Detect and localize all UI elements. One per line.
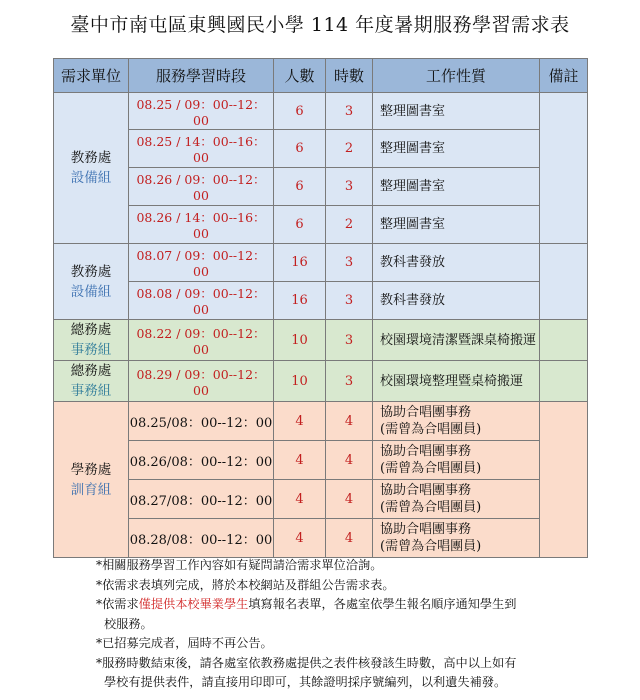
remarks-cell [540, 361, 588, 402]
header-time: 服務學習時段 [129, 59, 274, 93]
task-cell [373, 519, 540, 558]
task-cell [373, 402, 540, 441]
time-cell: 08.07 / 09：00--12：00 [129, 244, 274, 282]
unit-cell [54, 361, 129, 402]
task-cell: 整理圖書室 [373, 93, 540, 130]
people-cell: 6 [274, 168, 326, 206]
hours-cell: 3 [326, 168, 373, 206]
people-cell: 16 [274, 244, 326, 282]
unit-name: 總務處 [70, 363, 112, 379]
table-header-row [54, 59, 588, 93]
table-row [54, 282, 588, 320]
people-cell: 4 [274, 441, 326, 480]
note-4: *已招募完成者，屆時不再公告。 [96, 636, 273, 650]
hours-cell: 4 [326, 441, 373, 480]
hours-cell: 3 [326, 361, 373, 402]
time-cell: 08.25 / 14：00--16：00 [129, 130, 274, 168]
table-row [54, 206, 588, 244]
remarks-cell [540, 320, 588, 361]
note-1: *相關服務學習工作內容如有疑問請洽需求單位洽詢。 [96, 558, 383, 572]
task-note: (需曾為合唱團員) [380, 422, 482, 437]
task-cell: 校園環境整理暨桌椅搬運 [373, 361, 540, 402]
note-3-suffix: 填寫報名表單，各處室依學生報名順序通知學生到 [248, 597, 517, 611]
people-cell: 6 [274, 130, 326, 168]
note-3 [96, 595, 616, 615]
unit-cell [54, 93, 129, 244]
hours-cell: 3 [326, 244, 373, 282]
people-cell: 4 [274, 519, 326, 558]
time-cell: 08.22 / 09：00--12：00 [129, 320, 274, 361]
hours-cell: 4 [326, 480, 373, 519]
table-row [54, 480, 588, 519]
task-cell [373, 441, 540, 480]
header-remarks: 備註 [540, 59, 588, 93]
unit-subgroup: 事務組 [70, 383, 112, 399]
unit-subgroup: 設備組 [70, 170, 112, 186]
hours-cell: 4 [326, 519, 373, 558]
unit-cell [54, 244, 129, 320]
time-cell: 08.29 / 09：00--12：00 [129, 361, 274, 402]
task-cell: 整理圖書室 [373, 168, 540, 206]
hours-cell: 2 [326, 130, 373, 168]
task-cell: 教科書發放 [373, 282, 540, 320]
hours-cell: 3 [326, 93, 373, 130]
time-cell: 08.26 / 09：00--12：00 [129, 168, 274, 206]
time-cell: 08.28/08：00--12：00 [129, 519, 274, 558]
task-note: (需曾為合唱團員) [380, 461, 482, 476]
people-cell: 6 [274, 206, 326, 244]
note-3-continued: 校服務。 [104, 616, 153, 631]
task-line: 協助合唱團事務 [380, 483, 472, 498]
header-unit: 需求單位 [54, 59, 129, 93]
notes-section [96, 556, 616, 693]
time-cell: 08.25/08：00--12：00 [129, 402, 274, 441]
people-cell: 16 [274, 282, 326, 320]
table-row [54, 130, 588, 168]
table-row [54, 441, 588, 480]
task-cell: 整理圖書室 [373, 130, 540, 168]
table-row [54, 244, 588, 282]
people-cell: 4 [274, 480, 326, 519]
note-2: *依需求表填列完成，將於本校網站及群組公告需求表。 [96, 577, 395, 592]
unit-name: 學務處 [70, 461, 112, 478]
time-cell: 08.26 / 14：00--16：00 [129, 206, 274, 244]
people-cell: 4 [274, 402, 326, 441]
table-row [54, 402, 588, 441]
table-row [54, 168, 588, 206]
note-3-prefix: *依需求 [96, 597, 139, 611]
people-cell: 10 [274, 361, 326, 402]
header-task: 工作性質 [373, 59, 540, 93]
table-row [54, 93, 588, 130]
table-row [54, 361, 588, 402]
unit-subgroup: 設備組 [70, 283, 112, 300]
unit-name: 教務處 [70, 263, 112, 280]
time-cell: 08.26/08：00--12：00 [129, 441, 274, 480]
page-title: 臺中市南屯區東興國民小學 114 年度暑期服務學習需求表 [70, 14, 570, 36]
time-cell: 08.27/08：00--12：00 [129, 480, 274, 519]
task-cell: 教科書發放 [373, 244, 540, 282]
task-note: (需曾為合唱團員) [380, 500, 482, 515]
remarks-cell [540, 244, 588, 320]
unit-cell [54, 402, 129, 558]
header-people: 人數 [274, 59, 326, 93]
note-5: *服務時數結束後，請各處室依教務處提供之表件核發該生時數，高中以上如有 [96, 655, 517, 670]
remarks-cell [540, 93, 588, 244]
people-cell: 10 [274, 320, 326, 361]
unit-cell [54, 320, 129, 361]
time-cell: 08.25 / 09：00--12：00 [129, 93, 274, 130]
hours-cell: 3 [326, 320, 373, 361]
task-line: 協助合唱團事務 [380, 405, 472, 420]
remarks-cell [540, 402, 588, 558]
note-5-continued: 學校有提供表件，請直接用印即可，其餘證明採序號編列，以利遺失補發。 [104, 675, 507, 689]
note-3-highlight: 僅提供本校畢業學生 [138, 597, 249, 611]
time-cell: 08.08 / 09：00--12：00 [129, 282, 274, 320]
task-line: 協助合唱團事務 [380, 522, 472, 537]
people-cell: 6 [274, 93, 326, 130]
table-row [54, 320, 588, 361]
hours-cell: 3 [326, 282, 373, 320]
unit-name: 總務處 [70, 322, 112, 338]
table-row [54, 519, 588, 558]
task-line: 協助合唱團事務 [380, 444, 472, 459]
task-note: (需曾為合唱團員) [380, 539, 482, 554]
task-cell [373, 480, 540, 519]
unit-subgroup: 事務組 [70, 342, 112, 358]
service-demand-table [53, 58, 588, 558]
task-cell: 校園環境清潔暨課桌椅搬運 [373, 320, 540, 361]
unit-name: 教務處 [70, 150, 112, 166]
header-hours: 時數 [326, 59, 373, 93]
hours-cell: 4 [326, 402, 373, 441]
unit-subgroup: 訓育組 [70, 481, 112, 498]
task-cell: 整理圖書室 [373, 206, 540, 244]
hours-cell: 2 [326, 206, 373, 244]
